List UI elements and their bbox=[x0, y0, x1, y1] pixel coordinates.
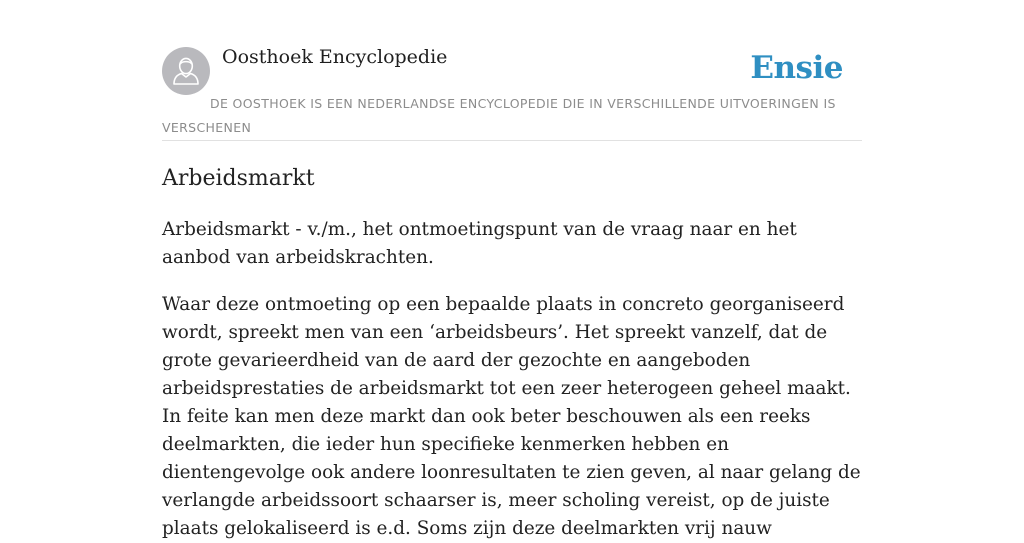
article-paragraph: Waar deze ontmoeting op een bepaalde plaats in concreto georganiseerd wordt, spreekt men van een ‘arbeidsbeurs’. Het spreekt vanzelf, dat de grote gevarieerdheid van de aard der gezochte en aangeboden arbeidsprestaties de arbeidsmarkt tot een zeer heterogeen geheel maakt. In feite kan men deze markt dan ook beter beschouwen als een reeks deelmarkten, die ieder hun specifieke kenmerken hebben en dientengevolge ook andere loonresultaten te zien geven, al naar gelang de verlangde arbeidssoort schaarser is, meer scholing vereist, op de juiste plaats gelokaliseerd is e.d. Soms zijn deze deelmarkten vrij nauw bbox=[162, 294, 861, 539]
publication-name[interactable]: Oosthoek Encyclopedie bbox=[222, 46, 448, 68]
user-avatar-icon[interactable] bbox=[162, 47, 210, 95]
article bbox=[162, 162, 862, 543]
brand-logo[interactable]: Ensie bbox=[750, 50, 843, 86]
publication-description: DE OOSTHOEK IS EEN NEDERLANDSE ENCYCLOPEDIE DIE IN VERSCHILLENDE UITVOERINGEN IS VERSCHENEN bbox=[162, 96, 836, 135]
publication-header bbox=[162, 40, 862, 141]
article-title: Arbeidsmarkt bbox=[162, 166, 315, 191]
article-paragraph: Arbeidsmarkt - v./m., het ontmoetingspunt van de vraag naar en het aanbod van arbeidskrachten. bbox=[162, 219, 797, 268]
